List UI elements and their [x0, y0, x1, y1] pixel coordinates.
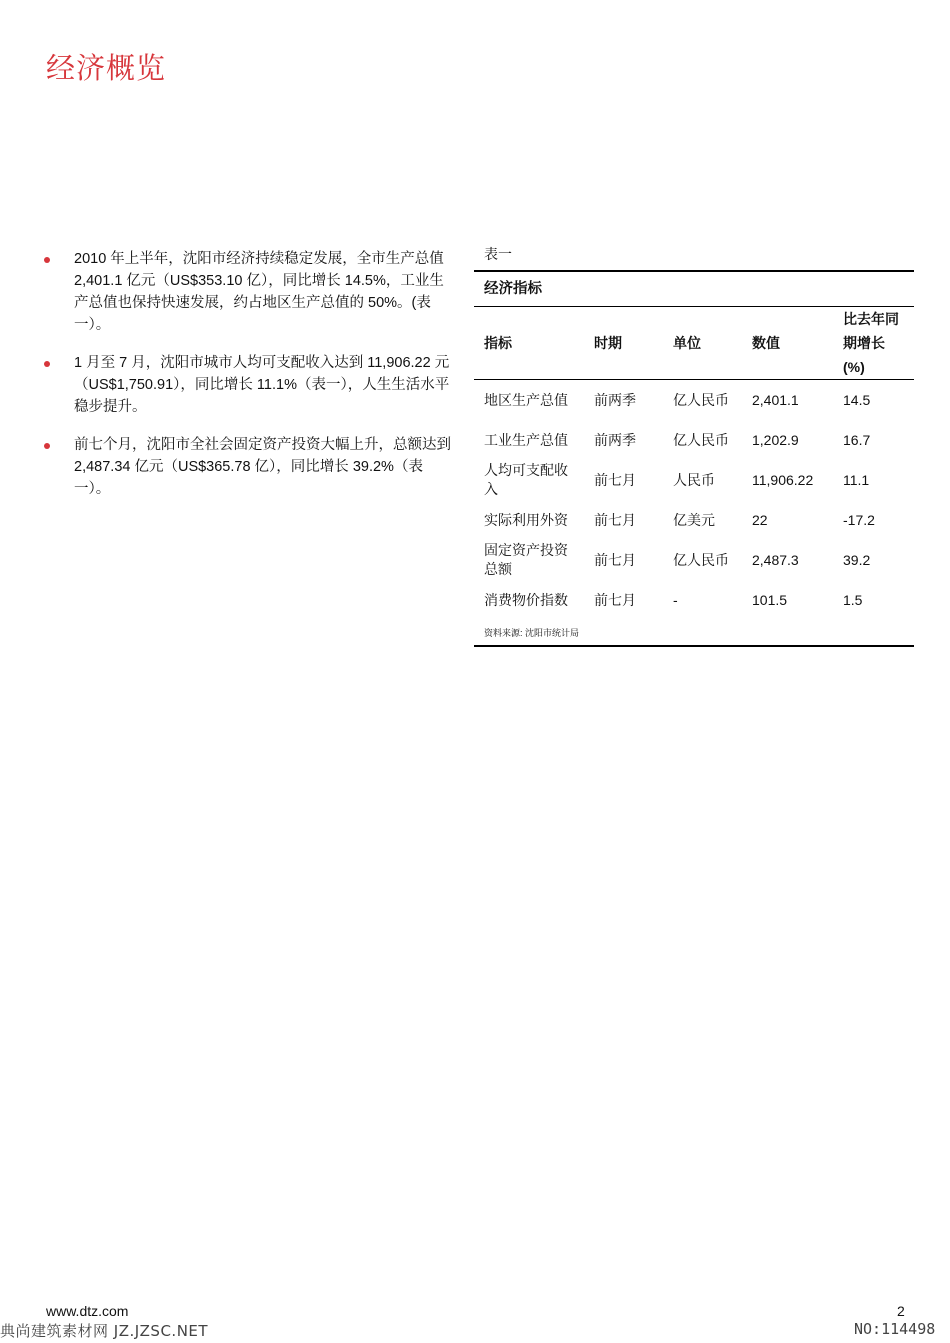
- table-cell: 亿美元: [673, 511, 715, 528]
- table-cell: 工业生产总值: [484, 431, 568, 448]
- table-cell: 11.1: [843, 471, 870, 488]
- table-cell: 前两季: [594, 391, 636, 408]
- table-cell: 亿人民币: [673, 551, 729, 568]
- column-header: 数值: [752, 335, 780, 351]
- bullet-list: [44, 248, 456, 516]
- bullet-text: 前七个月，沈阳市全社会固定资产投资大幅上升，总额达到 2,487.34 亿元（US$365.78 亿），同比增长 39.2%（表一）。: [74, 437, 451, 497]
- table-cell: 101.5: [752, 591, 788, 608]
- table-cell: 前两季: [594, 431, 636, 448]
- table-source-note: 资料来源: 沈阳市统计局: [484, 628, 580, 638]
- table-row: [474, 580, 914, 620]
- table-cell: 14.5: [843, 391, 871, 408]
- watermark-number: NO:114498: [854, 1320, 936, 1338]
- bullet-dot-icon: [44, 361, 50, 367]
- column-header: 时期: [594, 335, 622, 351]
- table-row: [474, 500, 914, 540]
- economic-indicators-table: [474, 242, 914, 647]
- page-number: 2: [897, 1303, 905, 1319]
- table-row: [474, 460, 914, 500]
- table-cell: 11,906.22: [752, 471, 814, 488]
- table-cell: 39.2: [843, 551, 871, 568]
- bullet-dot-icon: [44, 257, 50, 263]
- bullet-item: [44, 434, 456, 500]
- table-bottom-rule: [474, 645, 914, 647]
- bullet-text: 2010 年上半年，沈阳市经济持续稳定发展，全市生产总值 2,401.1 亿元（US$353.10 亿），同比增长 14.5%，工业生产总值也保持快速发展，约占地区生产总值的 50%。(表一）。: [74, 251, 444, 333]
- table-cell: 实际利用外资: [484, 511, 568, 528]
- table-cell: 1,202.9: [752, 431, 799, 448]
- footer-url-link[interactable]: www.dtz.com: [46, 1303, 129, 1319]
- bullet-item: [44, 248, 456, 336]
- watermark-text: 典尚建筑素材网 JZ.JZSC.NET: [0, 1322, 209, 1340]
- table-cell: 亿人民币: [673, 391, 729, 408]
- table-cell: 前七月: [594, 511, 636, 528]
- table-row: [474, 540, 914, 580]
- table-caption: 表一: [484, 246, 512, 262]
- table-cell: 前七月: [594, 551, 636, 568]
- column-header: 比去年同期增长 (%): [843, 311, 899, 375]
- table-cell: -: [673, 591, 678, 608]
- table-cell: 2,487.3: [752, 551, 799, 568]
- table-header-row: [474, 307, 914, 380]
- table-cell: 2,401.1: [752, 391, 799, 408]
- data-table: [474, 307, 914, 620]
- table-cell: 前七月: [594, 591, 636, 608]
- bullet-text: 1 月至 7 月，沈阳市城市人均可支配收入达到 11,906.22 元（US$1,750.91），同比增长 11.1%（表一），人生生活水平稳步提升。: [74, 355, 450, 415]
- table-cell: 固定资产投资总额: [484, 542, 568, 577]
- column-header: 单位: [673, 335, 701, 351]
- table-cell: 人民币: [673, 471, 715, 488]
- bullet-item: [44, 352, 456, 418]
- table-cell: 22: [752, 511, 768, 528]
- table-cell: 1.5: [843, 591, 863, 608]
- table-cell: 地区生产总值: [484, 391, 568, 408]
- page-title: 经济概览: [46, 51, 167, 85]
- table-heading: 经济指标: [484, 281, 542, 297]
- table-cell: 前七月: [594, 471, 636, 488]
- bullet-dot-icon: [44, 443, 50, 449]
- table-cell: 消费物价指数: [484, 591, 568, 608]
- table-row: [474, 380, 914, 421]
- table-cell: -17.2: [843, 511, 875, 528]
- column-header: 指标: [484, 335, 512, 351]
- table-cell: 16.7: [843, 431, 871, 448]
- table-cell: 人均可支配收入: [484, 462, 568, 497]
- table-cell: 亿人民币: [673, 431, 729, 448]
- table-row: [474, 420, 914, 460]
